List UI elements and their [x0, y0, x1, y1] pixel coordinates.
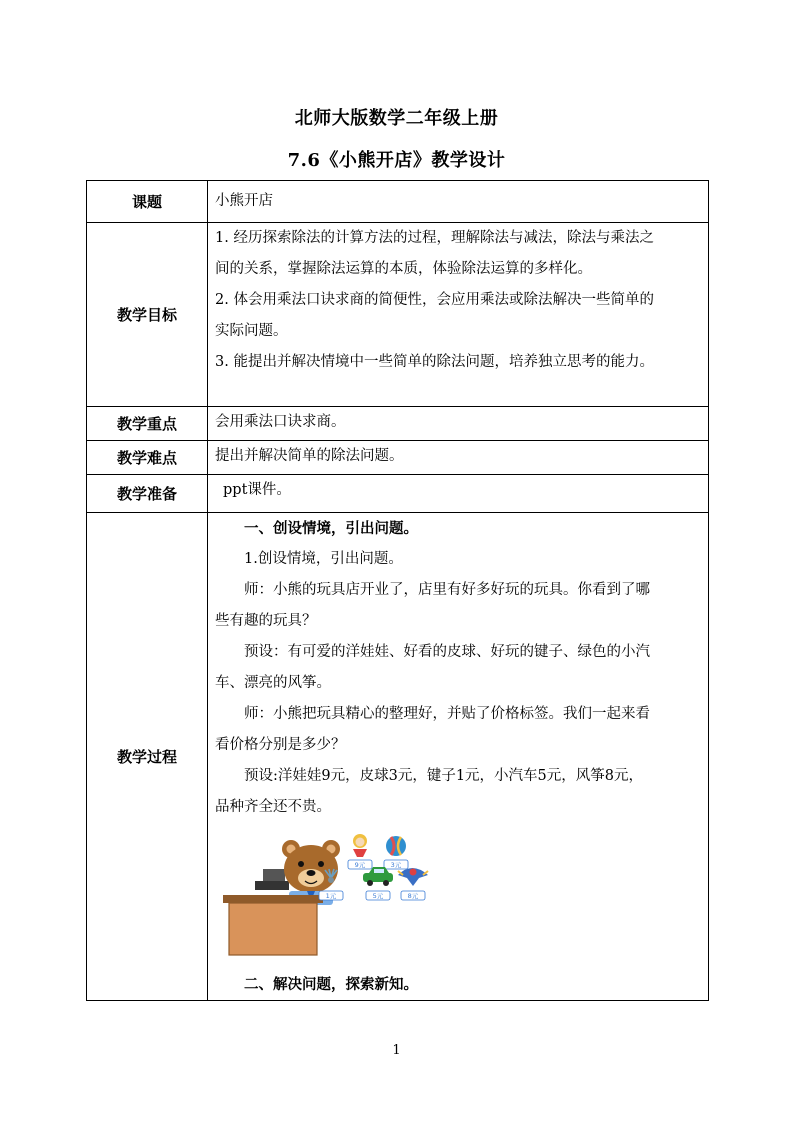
- paragraph-line: 师：小熊把玩具精心的整理好，并贴了价格标签。我们一起来看: [244, 706, 650, 722]
- table-row-key-point: [87, 407, 709, 441]
- paragraph-line: 品种齐全还不贵。: [215, 799, 331, 815]
- goal-line: 2. 体会用乘法口诀求商的简便性，会应用乘法或除法解决一些简单的: [215, 292, 654, 308]
- goal-line: 3. 能提出并解决情境中一些简单的除法问题，培养独立思考的能力。: [215, 354, 654, 370]
- difficulty-label: 教学难点: [87, 441, 208, 475]
- difficulty-value: 提出并解决简单的除法问题。: [208, 441, 709, 475]
- goal-line: 间的关系，掌握除法运算的本质，体验除法运算的多样化。: [215, 261, 592, 277]
- price-tag-label: 9元: [354, 861, 366, 869]
- key-point-value: 会用乘法口诀求商。: [208, 407, 709, 441]
- topic-label: 课题: [87, 181, 208, 223]
- page-number: 1: [392, 1043, 401, 1058]
- process-label: 教学过程: [87, 513, 208, 1001]
- ball-icon: [386, 836, 406, 856]
- goals-label: 教学目标: [87, 223, 208, 407]
- goals-content: [208, 223, 709, 407]
- table-row-process: [87, 513, 709, 1001]
- lesson-plan-table: [86, 180, 709, 1001]
- price-tag-label: 8元: [407, 892, 419, 900]
- document-subtitle: 7.6《小熊开店》教学设计: [287, 150, 506, 171]
- step-text: 1.创设情境，引出问题。: [244, 551, 403, 567]
- paragraph-line: 预设：有可爱的洋娃娃、好看的皮球、好玩的键子、绿色的小汽: [244, 644, 650, 660]
- table-row-preparation: [87, 475, 709, 513]
- topic-value: 小熊开店: [208, 181, 709, 223]
- section-heading: 一、创设情境，引出问题。: [244, 520, 418, 537]
- price-tag-car: [366, 891, 390, 900]
- toy-car-icon: [363, 867, 393, 886]
- paragraph-line: 预设:洋娃娃9元，皮球3元，键子1元，小汽车5元，风筝8元，: [244, 768, 644, 784]
- key-point-label: 教学重点: [87, 407, 208, 441]
- price-tag-label: 1元: [325, 892, 337, 900]
- price-tag-ball: [384, 860, 408, 869]
- goal-line: 1. 经历探索除法的计算方法的过程，理解除法与减法，除法与乘法之: [215, 230, 654, 246]
- table-row-topic: [87, 181, 709, 223]
- paragraph-line: 些有趣的玩具？: [215, 613, 317, 629]
- kite-icon: [398, 868, 428, 886]
- price-tag-doll: [348, 860, 372, 869]
- paragraph-line: 车、漂亮的风筝。: [215, 675, 331, 691]
- cash-register-icon: [255, 869, 289, 890]
- shop-counter-icon: [223, 895, 323, 955]
- preparation-value: [208, 475, 709, 513]
- section-heading: 二、解决问题，探索新知。: [244, 976, 418, 993]
- document-title: 北师大版数学二年级上册: [294, 108, 499, 129]
- preparation-text: ppt课件。: [223, 482, 291, 498]
- table-row-difficulty: [87, 441, 709, 475]
- paragraph-line: 看价格分别是多少？: [215, 737, 346, 753]
- doll-icon: [353, 834, 367, 857]
- table-row-goals: [87, 223, 709, 407]
- process-content: [208, 513, 709, 1001]
- toy-shop-illustration: [215, 831, 702, 963]
- toy-shop-svg: [215, 831, 465, 963]
- price-tag-label: 5元: [372, 892, 384, 900]
- paragraph-line: 师：小熊的玩具店开业了，店里有好多好玩的玩具。你看到了哪: [244, 582, 650, 598]
- price-tag-label: 3元: [390, 861, 402, 869]
- price-tag-shuttlecock: [319, 891, 343, 900]
- price-tag-kite: [401, 891, 425, 900]
- preparation-label: 教学准备: [87, 475, 208, 513]
- goal-line: 实际问题。: [215, 323, 288, 339]
